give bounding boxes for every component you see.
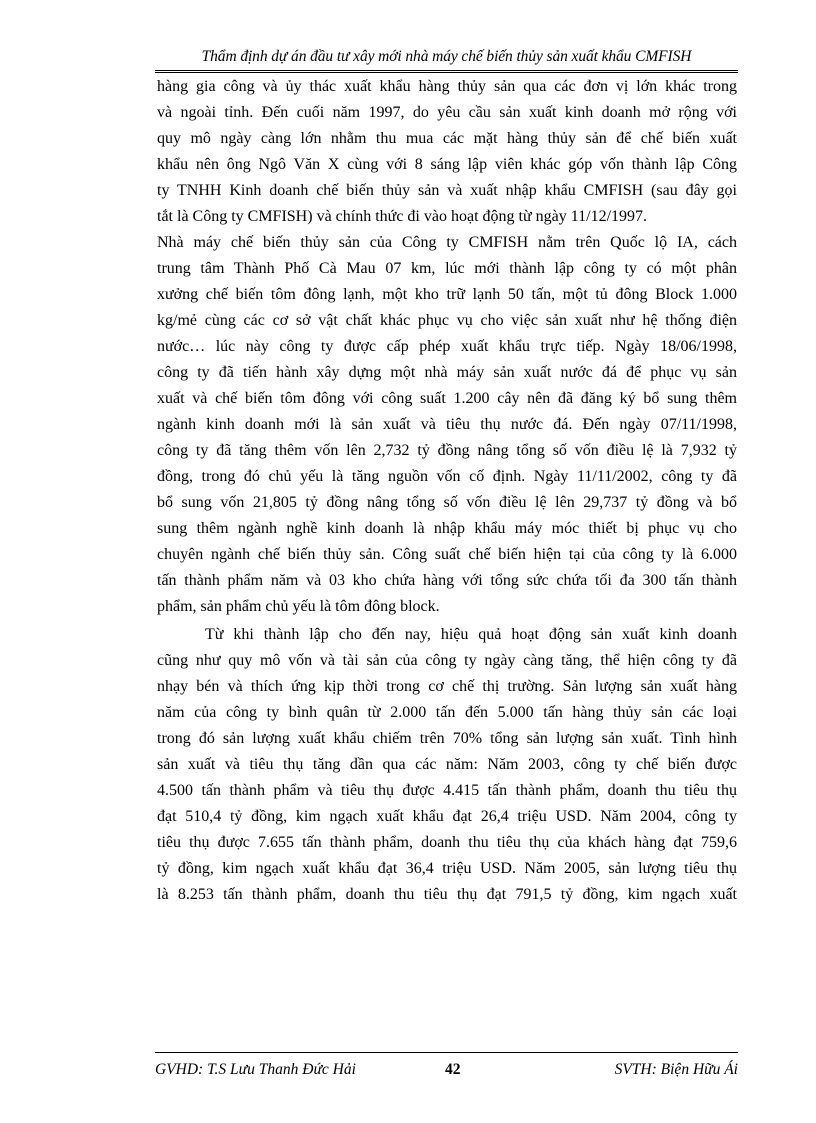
page-footer [155,1052,738,1079]
paragraph-2 [157,230,737,620]
text-line: khẩu nên ông Ngô Văn X cùng với 8 sáng lập viên khác góp vốn thành lập Công [157,156,737,173]
text-line: nhạy bén và thích ứng kịp thời trong cơ chế thị trường. Sản lượng sản xuất hàng [157,678,737,695]
header-title: Thẩm định dự án đầu tư xây mới nhà máy chế biến thủy sản xuất khẩu CMFISH [201,48,692,65]
text-line: sung thêm ngành nghề kinh doanh là nhập khẩu máy móc thiết bị phục vụ cho [157,520,737,537]
text-line: đồng, trong đó chủ yếu là tăng nguồn vốn cố định. Ngày 11/11/2002, công ty đã [157,468,737,485]
text-line: đạt 510,4 tỷ đồng, kim ngạch xuất khẩu đạt 26,4 triệu USD. Năm 2004, công ty [157,808,737,825]
text-line: nước… lúc này công ty được cấp phép xuất khẩu trực tiếp. Ngày 18/06/1998, [157,338,737,355]
text-line: xuất và chế biến tôm đông với công suất 1.200 cây nên đã đăng ký bổ sung thêm [157,390,737,407]
text-line: chuyên ngành chế biến thủy sản. Công suất chế biến hiện tại của công ty là 6.000 [157,546,737,563]
text-line: tắt là Công ty CMFISH) và chính thức đi vào hoạt động từ ngày 11/12/1997. [157,208,648,225]
text-line: trong đó sản lượng xuất khẩu chiếm trên 70% tổng sản lượng sản xuất. Tình hình [157,730,737,747]
text-line: phẩm, sản phẩm chủ yếu là tôm đông block. [157,598,440,615]
text-line: sản xuất và tiêu thụ tăng dần qua các năm: Năm 2003, công ty chế biến được [157,756,737,773]
text-line: ty TNHH Kinh doanh chế biến thủy sản và xuất nhập khẩu CMFISH (sau đây gọi [157,182,737,199]
text-line: công ty đã tiến hành xây dựng một nhà máy sản xuất nước đá để phục vụ sản [157,364,737,381]
text-line: năm của công ty bình quân từ 2.000 tấn đến 5.000 tấn hàng thủy sản các loại [157,704,737,721]
text-line: cũng như quy mô vốn và tài sản của công ty ngày càng tăng, thể hiện công ty đã [157,652,737,669]
text-line: là 8.253 tấn thành phẩm, doanh thu tiêu thụ đạt 791,5 tỷ đồng, kim ngạch xuất [157,886,737,903]
footer-advisor: GVHD: T.S Lưu Thanh Đức Hải [155,1061,356,1078]
text-line: quy mô ngày càng lớn nhằm thu mua các mặt hàng thủy sản để chế biến xuất [157,130,737,147]
text-line: trung tâm Thành Phố Cà Mau 07 km, lúc mới thành lập công ty có một phân [157,260,737,277]
text-line: ngành kinh doanh mới là sản xuất và tiêu thụ nước đá. Đến ngày 07/11/1998, [157,416,737,433]
document-body [157,74,737,908]
text-line: 4.500 tấn thành phẩm và tiêu thụ được 4.415 tấn thành phẩm, doanh thu tiêu thụ [157,782,737,799]
page-number: 42 [445,1061,461,1078]
paragraph-3 [157,622,737,908]
text-line: kg/mẻ cùng các cơ sở vật chất khác phục vụ cho việc sản xuất như hệ thống điện [157,312,737,329]
text-line: Từ khi thành lập cho đến nay, hiệu quả hoạt động sản xuất kinh doanh [205,626,737,643]
text-line: tỷ đồng, kim ngạch xuất khẩu đạt 36,4 triệu USD. Năm 2005, sản lượng tiêu thụ [157,860,737,877]
text-line: tấn thành phẩm năm và 03 kho chứa hàng với tổng sức chứa tối đa 300 tấn thành [157,572,737,589]
paragraph-1 [157,74,737,230]
text-line: bổ sung vốn 21,805 tỷ đồng nâng tổng số vốn điều lệ lên 29,737 tỷ đồng và bổ [157,494,737,511]
text-line: và ngoài tỉnh. Đến cuối năm 1997, do yêu cầu sản xuất kinh doanh mở rộng với [157,104,737,121]
text-line: xưởng chế biến tôm đông lạnh, một kho trữ lạnh 50 tấn, một tủ đông Block 1.000 [157,286,737,303]
text-line: công ty đã tăng thêm vốn lên 2,732 tỷ đồng nâng tổng số vốn điều lệ là 7,932 tỷ [157,442,737,459]
text-line: tiêu thụ được 7.655 tấn thành phẩm, doanh thu tiêu thụ của khách hàng đạt 759,6 [157,834,737,851]
text-line: hàng gia công và ủy thác xuất khẩu hàng thủy sản qua các đơn vị lớn khác trong [157,78,737,95]
text-line: Nhà máy chế biến thủy sản của Công ty CMFISH nằm trên Quốc lộ IA, cách [157,234,737,251]
page-header [155,46,738,73]
footer-student: SVTH: Biện Hữu Ái [614,1061,738,1078]
